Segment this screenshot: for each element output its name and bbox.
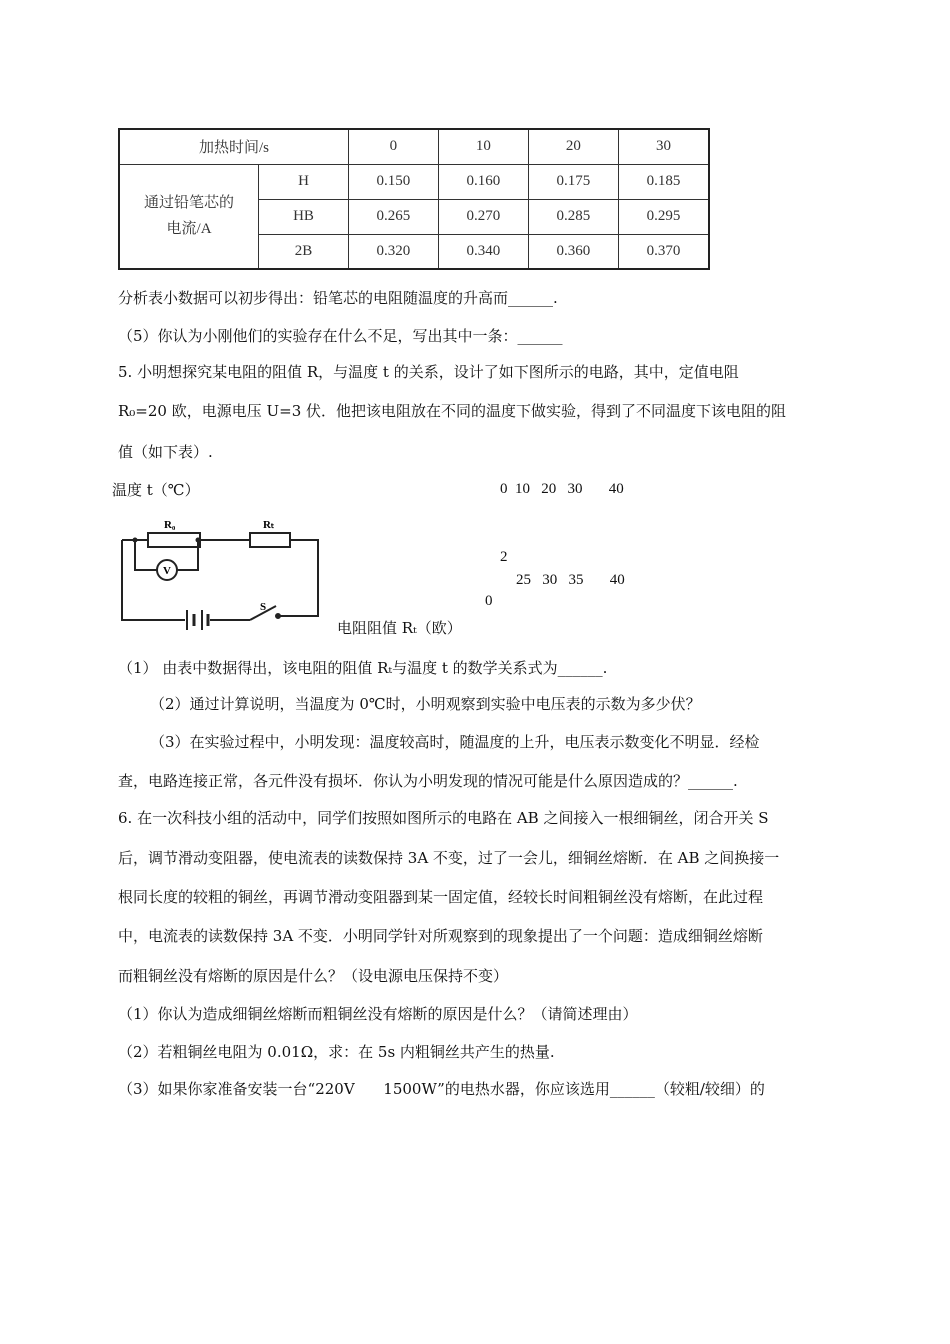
voltmeter-label: V bbox=[163, 565, 171, 577]
q5-sub3-line2: 查，电路连接正常，各元件没有损坏．你认为小明发现的情况可能是什么原因造成的？______. bbox=[118, 772, 738, 790]
table-cell: 0.185 bbox=[618, 164, 709, 199]
switch-contact bbox=[276, 614, 280, 618]
table-cell: 0.175 bbox=[528, 164, 618, 199]
temp-values: 0 10 20 30 40 bbox=[500, 481, 624, 497]
table-time-30: 30 bbox=[618, 129, 709, 164]
switch-label: S bbox=[260, 601, 267, 613]
q6-line5: 而粗铜丝没有熔断的原因是什么？（设电源电压保持不变） bbox=[118, 967, 509, 985]
table-cell: 0.265 bbox=[348, 199, 438, 234]
q5-line1: 5. 小明想探究某电阻的阻值 R，与温度 t 的关系，设计了如下图所示的电路，其中，定值电阻 bbox=[118, 363, 739, 381]
table-cell: 0.295 bbox=[618, 199, 709, 234]
table-cell: 0.340 bbox=[438, 234, 528, 269]
table-time-10: 10 bbox=[438, 129, 528, 164]
table-time-0: 0 bbox=[348, 129, 438, 164]
q4-sub5-text: （5）你认为小刚他们的实验存在什么不足，写出其中一条：______ bbox=[118, 327, 563, 345]
resist-values: 25 30 35 40 bbox=[516, 572, 625, 588]
resist-digit-bottom: 0 bbox=[485, 593, 493, 609]
table-cell: 0.370 bbox=[618, 234, 709, 269]
q5-sub3-line1: （3）在实验过程中，小明发现：温度较高时，随温度的上升，电压表示数变化不明显．经检 bbox=[150, 733, 760, 751]
resist-digit-top: 2 bbox=[500, 549, 508, 565]
table-col-header: 加热时间/s bbox=[119, 129, 348, 164]
resist-label: 电阻阻值 Rₜ（欧） bbox=[337, 619, 462, 637]
voltmeter-wire-right bbox=[177, 540, 198, 570]
rt-resistor bbox=[250, 533, 290, 547]
q6-sub1: （1）你认为造成细铜丝熔断而粗铜丝没有熔断的原因是什么？（请简述理由） bbox=[118, 1005, 638, 1023]
table-cell: 0.160 bbox=[438, 164, 528, 199]
table-row-label bbox=[119, 164, 259, 269]
pencil-type: H bbox=[259, 164, 349, 199]
table-cell: 0.150 bbox=[348, 164, 438, 199]
pencil-type: HB bbox=[259, 199, 349, 234]
q6-sub2: （2）若粗铜丝电阻为 0.01Ω，求：在 5s 内粗铜丝共产生的热量. bbox=[118, 1043, 555, 1061]
q5-line3: 值（如下表）. bbox=[118, 443, 213, 461]
table-time-20: 20 bbox=[528, 129, 618, 164]
voltmeter-wire-left bbox=[135, 540, 157, 570]
q5-sub2: （2）通过计算说明，当温度为 0℃时，小明观察到实验中电压表的示数为多少伏？ bbox=[150, 695, 701, 713]
table-cell: 0.270 bbox=[438, 199, 528, 234]
q6-line3: 根同长度的较粗的铜丝，再调节滑动变阻器到某一固定值，经较长时间粗铜丝没有熔断，在此过程 bbox=[118, 888, 764, 906]
table-cell: 0.320 bbox=[348, 234, 438, 269]
wire-right bbox=[280, 540, 318, 616]
r0-label: R₀ bbox=[164, 519, 176, 531]
pencil-type: 2B bbox=[259, 234, 349, 269]
junction-right bbox=[196, 538, 201, 543]
table-cell: 0.360 bbox=[528, 234, 618, 269]
circuit-diagram bbox=[110, 510, 330, 634]
heating-current-table bbox=[118, 128, 710, 270]
rt-label: Rₜ bbox=[263, 519, 275, 531]
q5-line2: R₀=20 欧，电源电压 U=3 伏．他把该电阻放在不同的温度下做实验，得到了不同温度下该电阻的阻 bbox=[118, 402, 787, 420]
row-label-line2: 电流/A bbox=[166, 221, 212, 238]
q4-analysis-text: 分析表小数据可以初步得出：铅笔芯的电阻随温度的升高而______. bbox=[118, 289, 558, 307]
row-label-line1: 通过铅笔芯的 bbox=[144, 195, 235, 212]
table-cell: 0.285 bbox=[528, 199, 618, 234]
temp-label: 温度 t（℃） bbox=[112, 481, 200, 499]
q6-line2: 后，调节滑动变阻器，使电流表的读数保持 3A 不变，过了一会儿，细铜丝熔断．在 AB 之间换接一 bbox=[118, 849, 780, 867]
q6-sub3: （3）如果你家准备安装一台“220V 1500W”的电热水器，你应该选用______（较粗/较细）的 bbox=[118, 1080, 765, 1098]
q6-line1: 6. 在一次科技小组的活动中，同学们按照如图所示的电路在 AB 之间接入一根细铜丝，闭合开关 S bbox=[118, 809, 769, 827]
q5-sub1: （1） 由表中数据得出，该电阻的阻值 Rₜ与温度 t 的数学关系式为______. bbox=[118, 659, 608, 677]
junction-left bbox=[133, 538, 138, 543]
wire-left bbox=[122, 540, 185, 620]
r0-resistor bbox=[148, 533, 200, 547]
q6-line4: 中，电流表的读数保持 3A 不变．小明同学针对所观察到的现象提出了一个问题：造成细铜丝熔断 bbox=[118, 927, 763, 945]
